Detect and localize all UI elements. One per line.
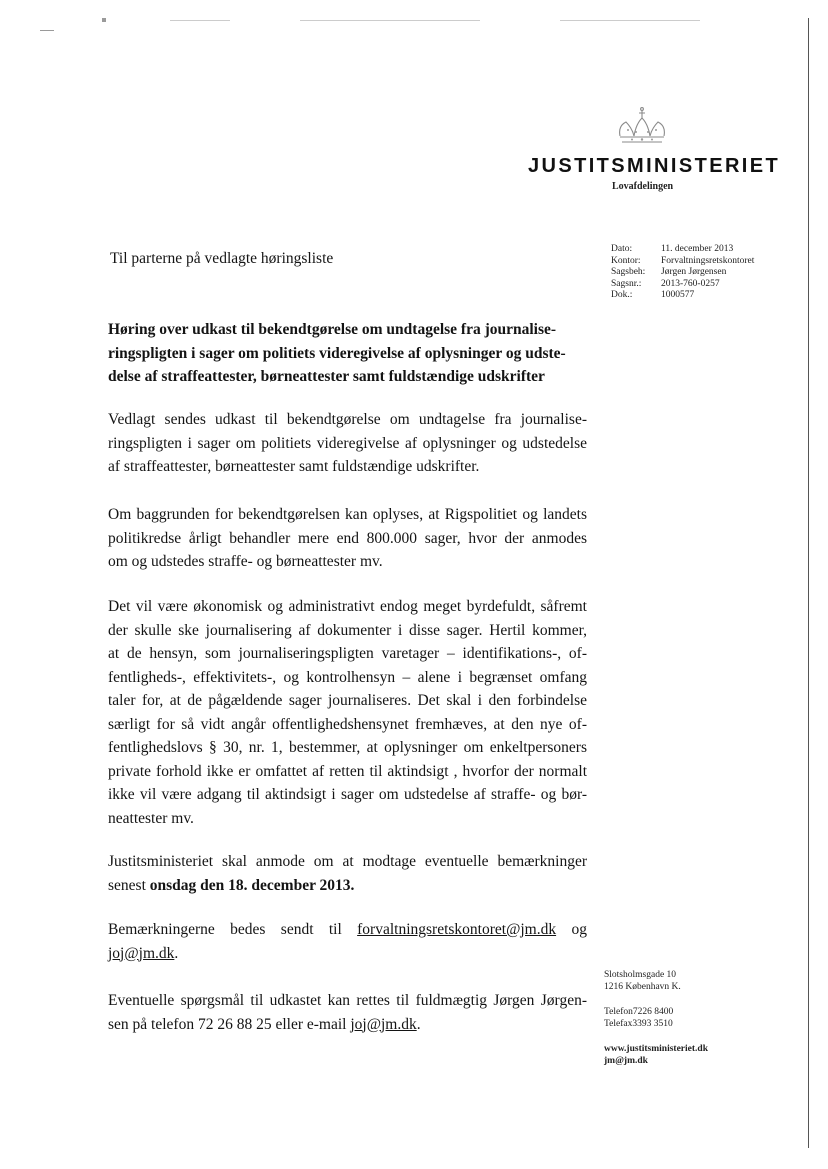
crown-icon: [614, 106, 670, 150]
paragraph-send-to: [108, 918, 587, 965]
text-line: taler for, at de pågældende sager journaliseres. Det skal i den forbindelse: [108, 692, 587, 709]
meta-label: Dok.:: [611, 290, 633, 301]
text-line: Vedlagt sendes udkast til bekendtgørelse om undtagelse fra journalise-: [108, 411, 587, 428]
sentence-end: .: [416, 1015, 421, 1033]
caseworker-email-link[interactable]: joj@jm.dk: [108, 944, 175, 962]
text-line: fentlighedslovs § 30, nr. 1, bestemmer, at oplysninger om enkeltpersoners: [108, 739, 587, 756]
subject-line: delse af straffeattester, børneattester samt fuldstændige udskrifter: [108, 368, 545, 385]
text-line: [108, 918, 587, 942]
send-to-word: og: [571, 921, 587, 938]
questions-prefix: sen på telefon 72 26 88 25 eller e-mail: [108, 1015, 351, 1033]
phone-label: Telefon: [604, 1007, 633, 1017]
meta-label: Sagsnr.:: [611, 278, 642, 289]
text-line: ikke vil være adgang til aktindsigt i sager om udstedelse af straffe- og bør-: [108, 786, 587, 803]
meta-value: 11. december 2013: [661, 244, 734, 254]
send-to-word: Bemærkningerne: [108, 921, 215, 938]
text-line: fentligheds-, effektivitets-, og kontrolhensyn – alene i begrænset omfang: [108, 668, 587, 686]
scan-artifact: [170, 20, 230, 21]
questions-email-link[interactable]: joj@jm.dk: [350, 1015, 417, 1033]
department-name: Lovafdelingen: [612, 181, 674, 192]
text-line: at de hensyn, som journaliseringspligten varetager – identifikations-, of-: [108, 645, 587, 662]
meta-value: Jørgen Jørgensen: [661, 267, 727, 278]
subject-line: Høring over udkast til bekendtgørelse om undtagelse fra journalise-: [108, 321, 557, 338]
text-line: politikredse årligt behandler mere end 800.000 sager, hvor der anmodes: [108, 529, 587, 547]
paragraph-rationale: [108, 595, 587, 830]
address-street: Slotsholmsgade 10: [604, 970, 677, 980]
fax-label: Telefax: [604, 1018, 633, 1029]
text-line: Det vil være økonomisk og administrativt endog meget byrdefuldt, såfremt: [108, 598, 587, 615]
deadline-prefix: senest: [108, 876, 150, 894]
scan-artifact: [40, 30, 54, 31]
fax-row: [604, 1019, 673, 1031]
text-line: private forhold ikke er omfattet af retten til aktindsigt , hvorfor der normalt: [108, 762, 587, 780]
subject-heading: [108, 318, 592, 389]
sentence-end: .: [174, 944, 179, 962]
meta-row-document: [611, 290, 754, 302]
meta-value: 1000577: [661, 290, 695, 301]
text-line: neattester mv.: [108, 809, 194, 827]
meta-value: Forvaltningsretskontoret: [661, 255, 755, 266]
case-metadata: [611, 244, 754, 302]
postal-address: [604, 970, 681, 993]
send-to-word: sendt: [280, 921, 314, 938]
scan-artifact: [102, 18, 106, 22]
meta-row-case-number: [611, 279, 754, 291]
website-link[interactable]: www.justitsministeriet.dk: [604, 1044, 708, 1054]
fax-number: 3393 3510: [632, 1018, 673, 1029]
meta-label: Dato:: [611, 244, 633, 254]
ministry-email-link[interactable]: jm@jm.dk: [604, 1055, 648, 1066]
text-line: om og udstedes straffe- og børneattester mv.: [108, 553, 383, 570]
meta-row-caseworker: [611, 267, 754, 279]
meta-row-date: [611, 244, 754, 256]
text-line: ringspligten i sager om politiets videregivelse af oplysninger og udstedelse: [108, 434, 587, 452]
address-city: 1216 København K.: [604, 981, 681, 992]
subject-line: ringspligten i sager om politiets videregivelse af oplysninger og udste-: [108, 344, 566, 362]
office-email-link[interactable]: forvaltningsretskontoret@jm.dk: [357, 921, 557, 938]
deadline-date: onsdag den 18. december 2013.: [149, 876, 355, 894]
meta-label: Kontor:: [611, 255, 641, 266]
paragraph-enclosure: [108, 408, 587, 479]
text-line: [108, 1013, 587, 1037]
page-edge-line: [808, 18, 809, 1148]
meta-value: 2013-760-0257: [661, 278, 720, 289]
text-line: Om baggrunden for bekendtgørelsen kan oplyses, at Rigspolitiet og landets: [108, 506, 587, 523]
phone-block: [604, 1007, 673, 1030]
scan-artifact: [300, 20, 480, 21]
web-block: [604, 1044, 708, 1067]
text-line: Eventuelle spørgsmål til udkastet kan rettes til fuldmægtig Jørgen Jørgen-: [108, 992, 587, 1009]
text-line: [108, 942, 587, 966]
send-to-word: bedes: [230, 921, 266, 938]
text-line: særligt for så vidt angår offentlighedshensynet fremhæves, at den nye of-: [108, 715, 587, 733]
paragraph-deadline: [108, 850, 587, 897]
recipient-line: Til parterne på vedlagte høringsliste: [110, 250, 334, 267]
meta-label: Sagsbeh:: [611, 267, 646, 278]
phone-row: [604, 1007, 673, 1019]
meta-row-office: [611, 256, 754, 268]
scan-artifact: [560, 20, 700, 21]
text-line: af straffeattester, børneattester samt fuldstændige udskrifter.: [108, 458, 480, 475]
text-line: [108, 874, 587, 898]
send-to-word: til: [328, 921, 342, 938]
text-line: Justitsministeriet skal anmode om at modtage eventuelle bemærkninger: [108, 853, 587, 870]
phone-number: 7226 8400: [632, 1007, 674, 1017]
ministry-name: JUSTITSMINISTERIET: [528, 155, 781, 177]
text-line: der skulle ske journalisering af dokumenter i disse sager. Hertil kommer,: [108, 621, 587, 639]
paragraph-questions: [108, 989, 587, 1036]
paragraph-background: [108, 503, 587, 574]
